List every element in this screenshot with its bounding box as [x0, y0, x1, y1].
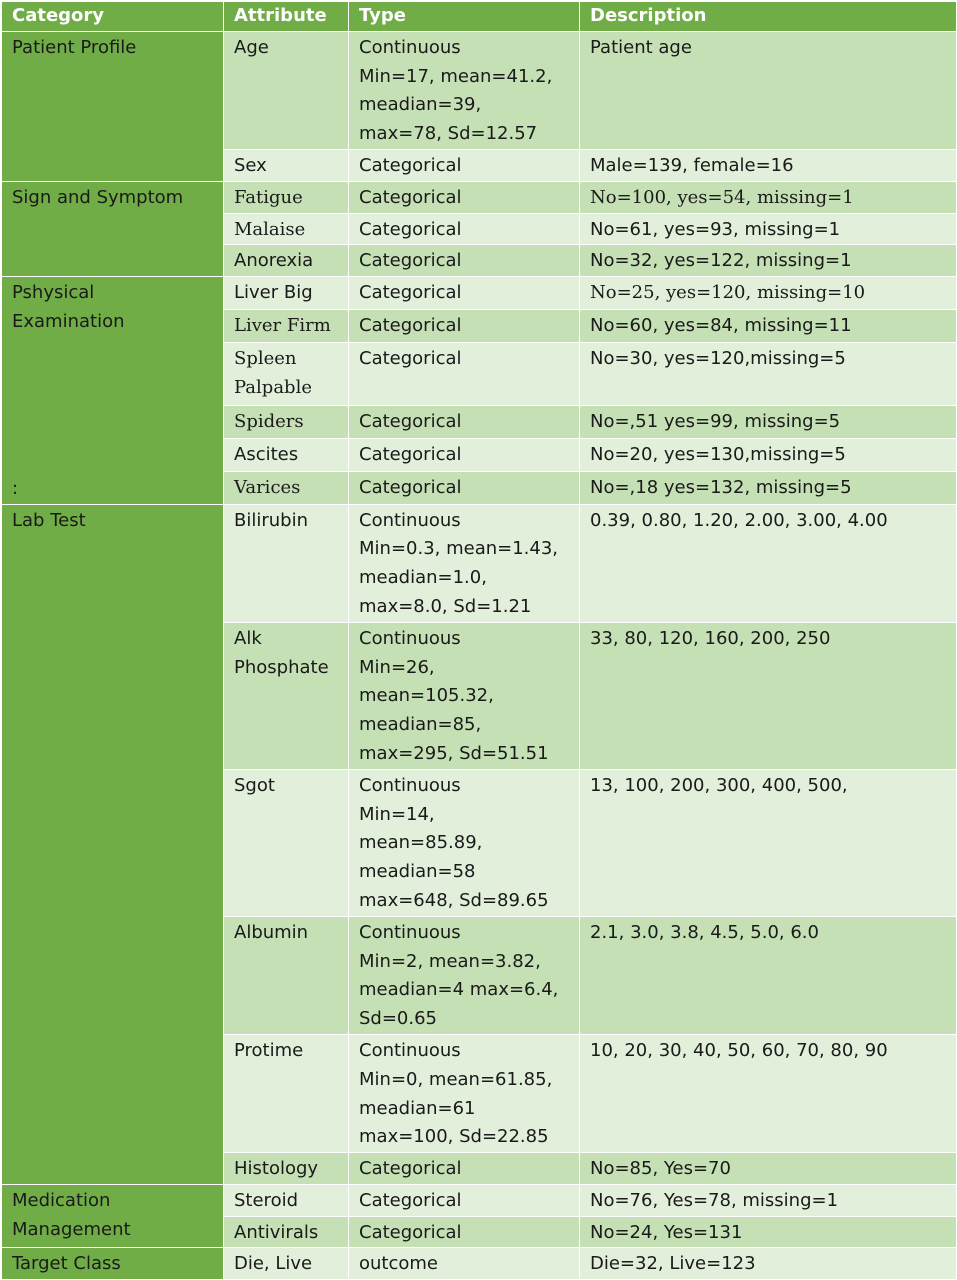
table-row: [2, 277, 957, 310]
attribute-cell: Histology: [224, 1153, 349, 1185]
type-cell: Continuous Min=0, mean=61.85, meadian=61 max=100, Sd=22.85: [349, 1034, 580, 1152]
description-cell: No=61, yes=93, missing=1: [580, 213, 957, 245]
description-cell: No=32, yes=122, missing=1: [580, 245, 957, 277]
description-cell: No=76, Yes=78, missing=1: [580, 1184, 957, 1216]
description-cell: 13, 100, 200, 300, 400, 500,: [580, 769, 957, 916]
type-cell: Categorical: [349, 1216, 580, 1248]
type-cell: Continuous Min=26, mean=105.32, meadian=85, max=295, Sd=51.51: [349, 622, 580, 769]
description-cell: 10, 20, 30, 40, 50, 60, 70, 80, 90: [580, 1034, 957, 1152]
table-row: [2, 1184, 957, 1216]
description-cell: No=,18 yes=132, missing=5: [580, 471, 957, 504]
type-cell: Categorical: [349, 181, 580, 213]
attribute-cell: Antivirals: [224, 1216, 349, 1248]
attribute-cell: Liver Big: [224, 277, 349, 310]
attribute-cell: Liver Firm: [224, 310, 349, 343]
attribute-cell: Alk Phosphate: [224, 622, 349, 769]
type-cell: Categorical: [349, 1184, 580, 1216]
type-cell: Continuous Min=2, mean=3.82, meadian=4 max=6.4, Sd=0.65: [349, 916, 580, 1034]
type-cell: Categorical: [349, 149, 580, 181]
header-category: Category: [2, 2, 224, 32]
description-cell: No=,51 yes=99, missing=5: [580, 405, 957, 438]
description-cell: No=60, yes=84, missing=11: [580, 310, 957, 343]
category-medication-management: Medication Management: [2, 1184, 224, 1248]
attribute-cell: Anorexia: [224, 245, 349, 277]
description-cell: 33, 80, 120, 160, 200, 250: [580, 622, 957, 769]
description-cell: No=24, Yes=131: [580, 1216, 957, 1248]
description-cell: 0.39, 0.80, 1.20, 2.00, 3.00, 4.00: [580, 504, 957, 622]
type-cell: Categorical: [349, 471, 580, 504]
attribute-cell: Die, Live: [224, 1248, 349, 1280]
description-cell: 2.1, 3.0, 3.8, 4.5, 5.0, 6.0: [580, 916, 957, 1034]
attribute-cell: Varices: [224, 471, 349, 504]
type-cell: Categorical: [349, 277, 580, 310]
attribute-cell: Sex: [224, 149, 349, 181]
type-cell: Categorical: [349, 343, 580, 406]
attribute-cell: Protime: [224, 1034, 349, 1152]
attribute-cell: Steroid: [224, 1184, 349, 1216]
attribute-cell: Spiders: [224, 405, 349, 438]
description-cell: Die=32, Live=123: [580, 1248, 957, 1280]
attribute-cell: Albumin: [224, 916, 349, 1034]
type-cell: Continuous Min=14, mean=85.89, meadian=58 max=648, Sd=89.65: [349, 769, 580, 916]
category-sign-symptom: Sign and Symptom: [2, 181, 224, 276]
attribute-cell: Sgot: [224, 769, 349, 916]
type-cell: outcome: [349, 1248, 580, 1280]
header-type: Type: [349, 2, 580, 32]
description-cell: No=30, yes=120,missing=5: [580, 343, 957, 406]
description-cell: No=20, yes=130,missing=5: [580, 438, 957, 471]
category-mark: :: [12, 477, 19, 499]
type-cell: Categorical: [349, 438, 580, 471]
type-cell: Continuous Min=17, mean=41.2, meadian=39, max=78, Sd=12.57: [349, 31, 580, 149]
description-cell: No=25, yes=120, missing=10: [580, 277, 957, 310]
header-description: Description: [580, 2, 957, 32]
data-table: [1, 1, 957, 1280]
type-cell: Categorical: [349, 213, 580, 245]
table-row: [2, 1248, 957, 1280]
attribute-cell: Malaise: [224, 213, 349, 245]
category-patient-profile: Patient Profile: [2, 31, 224, 181]
category-physical-examination: Pshysical Examination :: [2, 277, 224, 504]
header-attribute: Attribute: [224, 2, 349, 32]
description-cell: No=85, Yes=70: [580, 1153, 957, 1185]
type-cell: Categorical: [349, 310, 580, 343]
attribute-cell: Spleen Palpable: [224, 343, 349, 406]
type-cell: Continuous Min=0.3, mean=1.43, meadian=1.0, max=8.0, Sd=1.21: [349, 504, 580, 622]
attribute-cell: Ascites: [224, 438, 349, 471]
description-cell: Male=139, female=16: [580, 149, 957, 181]
attribute-cell: Age: [224, 31, 349, 149]
category-lab-test: Lab Test: [2, 504, 224, 1184]
table-row: [2, 181, 957, 213]
type-cell: Categorical: [349, 1153, 580, 1185]
description-cell: No=100, yes=54, missing=1: [580, 181, 957, 213]
category-target-class: Target Class: [2, 1248, 224, 1280]
table-row: [2, 504, 957, 622]
attribute-cell: Fatigue: [224, 181, 349, 213]
type-cell: Categorical: [349, 405, 580, 438]
table-row: [2, 31, 957, 149]
header-row: [2, 2, 957, 32]
attribute-cell: Bilirubin: [224, 504, 349, 622]
type-cell: Categorical: [349, 245, 580, 277]
description-cell: Patient age: [580, 31, 957, 149]
